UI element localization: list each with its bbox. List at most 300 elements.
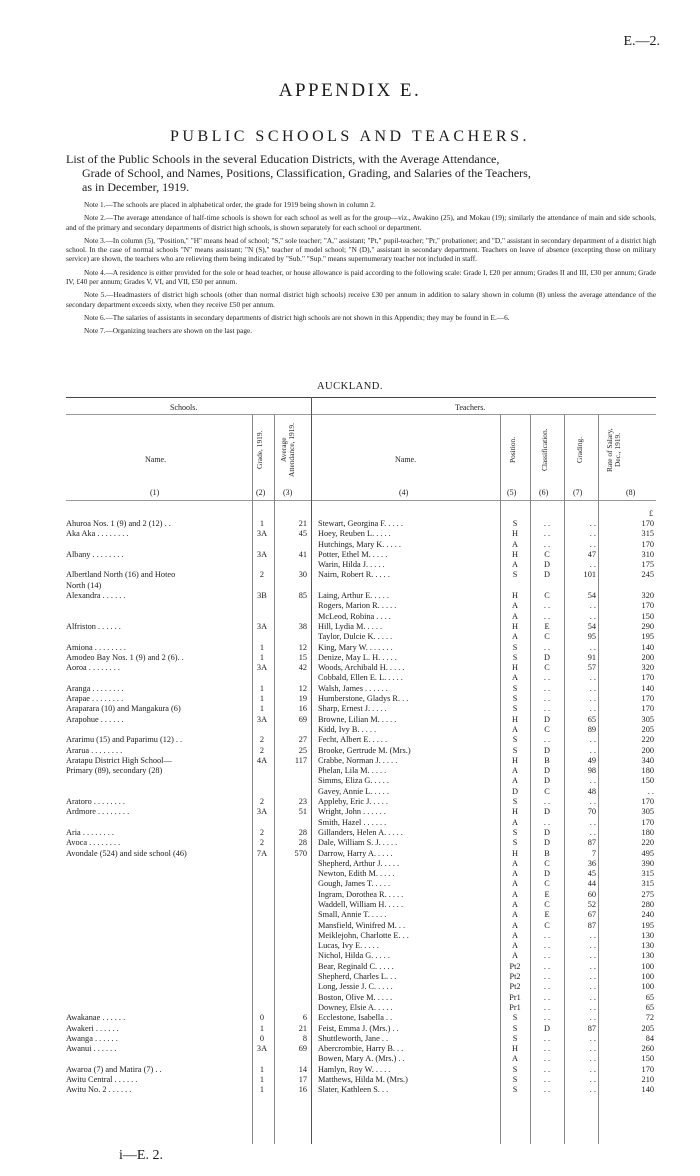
table-row xyxy=(0,766,700,776)
grading-cell: . . xyxy=(589,961,596,971)
salary-cell: 130 xyxy=(641,930,654,940)
school-name-cell: Avoca . . . . . . . . xyxy=(66,838,121,848)
grade-cell: 0 xyxy=(259,1013,265,1023)
teacher-name-cell: Wright, John . . . . . . xyxy=(318,807,386,817)
appendix-title: APPENDIX E. xyxy=(278,80,422,101)
teacher-name-cell: Long, Jessie J. C. . . . . xyxy=(318,982,393,992)
grading-cell: . . xyxy=(589,745,596,755)
grade-cell: 4A xyxy=(256,755,268,765)
position-cell: Pt2 xyxy=(509,961,521,971)
table-row xyxy=(0,931,700,941)
salary-cell: 100 xyxy=(641,961,654,971)
teacher-name-cell: Kidd, Ivy B. . . . . xyxy=(318,724,377,734)
table-row xyxy=(0,612,700,622)
table-row xyxy=(0,941,700,951)
salary-cell: 170 xyxy=(641,704,654,714)
table-row xyxy=(0,560,700,570)
salary-cell: 200 xyxy=(641,652,654,662)
table-row xyxy=(0,1024,700,1034)
table-row xyxy=(0,797,700,807)
grading-cell: 47 xyxy=(587,549,596,559)
position-cell: S xyxy=(512,745,518,755)
grade-cell: 3A xyxy=(256,549,268,559)
salary-cell: 150 xyxy=(641,611,654,621)
classification-cell: . . xyxy=(543,529,551,539)
grading-cell: 48 xyxy=(587,786,596,796)
table-row xyxy=(0,828,700,838)
grade-cell: 2 xyxy=(259,735,265,745)
school-name-cell: Ararua . . . . . . . . xyxy=(66,745,123,755)
salary-cell: . . xyxy=(647,786,654,796)
teacher-name-cell: Brooke, Gertrude M. (Mrs.) xyxy=(318,745,411,755)
classification-cell: C xyxy=(544,920,550,930)
grade-cell: 1 xyxy=(259,1075,265,1085)
classification-cell: . . xyxy=(543,642,551,652)
position-cell: H xyxy=(512,1044,518,1054)
attendance-cell: 28 xyxy=(298,838,307,848)
teacher-name-cell: Ingram, Dorothea R. . . . . xyxy=(318,889,404,899)
classification-cell: E xyxy=(544,621,550,631)
attendance-cell: 85 xyxy=(298,591,307,601)
grade-cell: 3A xyxy=(256,529,268,539)
position-cell: H xyxy=(512,529,518,539)
grade-cell: 3A xyxy=(256,807,268,817)
position-cell: H xyxy=(512,591,518,601)
grading-cell: 49 xyxy=(587,755,596,765)
attendance-cell: 14 xyxy=(298,1064,307,1074)
classification-cell: . . xyxy=(543,951,551,961)
school-name-cell: Alfriston . . . . . . xyxy=(66,621,121,631)
grading-cell: 45 xyxy=(587,869,596,879)
grading-cell: 36 xyxy=(587,858,596,868)
attendance-cell: 6 xyxy=(302,1013,307,1023)
salary-cell: 84 xyxy=(645,1033,654,1043)
salary-cell: 310 xyxy=(641,549,654,559)
grade-cell: 2 xyxy=(259,797,265,807)
classification-cell: . . xyxy=(543,611,551,621)
position-cell: S xyxy=(512,683,518,693)
teacher-name-cell: Shepherd, Arthur J. . . . . xyxy=(318,858,400,868)
grading-cell: 67 xyxy=(587,910,596,920)
attendance-cell: 25 xyxy=(298,745,307,755)
column-number: (3) xyxy=(283,488,293,497)
attendance-cell: 12 xyxy=(298,642,307,652)
classification-cell: C xyxy=(544,858,550,868)
position-header: Position. xyxy=(508,436,517,464)
teacher-name-cell: Sharp, Ernest J. . . . . xyxy=(318,704,387,714)
salary-cell: 340 xyxy=(641,755,654,765)
teacher-name-cell: Downey, Elsie A. . . . . xyxy=(318,1002,393,1012)
teacher-name-cell: Waddell, William H. . . . . xyxy=(318,899,404,909)
note-4: Note 4.—A residence is either provided for the sole or head teacher, or house allowance is paid according to the following scale: Grade I, £20 per annum; Grades II and III, £30 per annum; Grade IV, £40 per annum; Grades V, VI, and VII, £50 per annum. xyxy=(66,267,656,287)
position-cell: S xyxy=(512,1013,518,1023)
grading-cell: 54 xyxy=(587,591,596,601)
grading-cell: 44 xyxy=(587,879,596,889)
position-cell: A xyxy=(512,941,518,951)
salary-cell: 170 xyxy=(641,817,654,827)
table-row xyxy=(0,993,700,1003)
salary-cell: 65 xyxy=(645,992,654,1002)
table-row xyxy=(0,776,700,786)
classification-cell: E xyxy=(544,910,550,920)
position-cell: S xyxy=(512,519,518,528)
column-number: (5) xyxy=(507,488,517,497)
position-cell: A xyxy=(512,930,518,940)
intro-line-3: as in December, 1919. xyxy=(82,180,190,194)
salary-cell: 260 xyxy=(641,1044,654,1054)
grading-cell: . . xyxy=(589,951,596,961)
grading-cell: . . xyxy=(589,683,596,693)
position-cell: A xyxy=(512,910,518,920)
classification-cell: C xyxy=(544,632,550,642)
classification-cell: D xyxy=(544,807,550,817)
position-cell: Pt2 xyxy=(509,972,521,982)
school-name-cell: Awanui . . . . . . xyxy=(66,1044,117,1054)
grading-cell: . . xyxy=(589,560,596,570)
classification-cell: D xyxy=(544,745,550,755)
salary-cell: 170 xyxy=(641,519,654,528)
classification-cell: D xyxy=(544,869,550,879)
grading-cell: 87 xyxy=(587,920,596,930)
table-row xyxy=(0,921,700,931)
attendance-cell: 117 xyxy=(294,755,307,765)
note-7: Note 7.—Organizing teachers are shown on the last page. xyxy=(84,326,253,336)
table-row xyxy=(0,550,700,560)
teacher-name-cell: Taylor, Dulcie K. . . . . xyxy=(318,632,393,642)
salary-cell: 390 xyxy=(641,858,654,868)
grading-cell: . . xyxy=(589,972,596,982)
grade-cell: 1 xyxy=(259,704,265,714)
position-cell: A xyxy=(512,817,518,827)
note-2: Note 2.—The average attendance of half-time schools is shown for each school as well as for the group—viz., Awakino (25), and Mokau (19); similarly the attendance of main and side schools, and of the primary and secondary departments of district high schools, is shown separately for each school or department. xyxy=(66,213,656,232)
grading-cell: . . xyxy=(589,1002,596,1012)
position-cell: A xyxy=(512,766,518,776)
classification-cell: . . xyxy=(543,694,551,704)
salary-cell: 205 xyxy=(641,1023,654,1033)
position-cell: Pr1 xyxy=(509,992,521,1002)
grading-cell: . . xyxy=(589,817,596,827)
salary-cell: 205 xyxy=(641,724,654,734)
salary-cell: 315 xyxy=(641,879,654,889)
salary-cell: 305 xyxy=(641,807,654,817)
grade-header: Grade, 1919. xyxy=(255,430,264,470)
teacher-name-cell: Lucas, Ivy E. . . . . xyxy=(318,941,379,951)
position-cell: A xyxy=(512,889,518,899)
school-name-cell: Aria . . . . . . . . xyxy=(66,827,114,837)
table-row xyxy=(0,1054,700,1064)
position-cell: S xyxy=(512,1023,518,1033)
classification-cell: D xyxy=(544,838,550,848)
position-cell: S xyxy=(512,797,518,807)
teacher-name-cell: Hutchings, Mary K. . . . . xyxy=(318,539,401,549)
school-name-cell: Awakeri . . . . . . xyxy=(66,1023,119,1033)
teacher-name-cell: Abercrombie, Harry B. . . xyxy=(318,1044,404,1054)
position-cell: S xyxy=(512,1075,518,1085)
grading-cell: . . xyxy=(589,539,596,549)
school-name-cell: Aranga . . . . . . . . xyxy=(66,683,124,693)
intro-paragraph xyxy=(66,152,656,194)
classification-header: Classification. xyxy=(540,428,549,472)
attendance-cell: 42 xyxy=(298,663,307,673)
grading-cell: 91 xyxy=(587,652,596,662)
classification-cell: . . xyxy=(543,982,551,992)
table-row xyxy=(0,1085,700,1095)
attendance-cell: 28 xyxy=(298,827,307,837)
grading-cell: 101 xyxy=(583,570,596,580)
teacher-name-cell: Woods, Archibald H. . . . . xyxy=(318,663,405,673)
average-attendance-header: Average Attendance, 1919. xyxy=(279,423,296,477)
column-number: (8) xyxy=(626,488,636,497)
school-name-cell: Ahuroa Nos. 1 (9) and 2 (12) . . xyxy=(66,519,171,528)
salary-cell: 170 xyxy=(641,694,654,704)
teacher-name-cell: Browne, Lilian M. . . . . xyxy=(318,714,397,724)
position-cell: S xyxy=(512,704,518,714)
attendance-cell: 23 xyxy=(298,797,307,807)
attendance-cell: 38 xyxy=(298,621,307,631)
position-cell: A xyxy=(512,776,518,786)
salary-cell: 180 xyxy=(641,827,654,837)
grade-cell: 1 xyxy=(259,694,265,704)
table-row xyxy=(0,1065,700,1075)
table-row xyxy=(0,1044,700,1054)
table-row xyxy=(0,704,700,714)
teacher-name-cell: Matthews, Hilda M. (Mrs.) xyxy=(318,1075,408,1085)
school-name-cell: Awitu No. 2 . . . . . . xyxy=(66,1085,132,1095)
teacher-name-cell: Nichol, Hilda G. . . . . xyxy=(318,951,390,961)
grading-cell: . . xyxy=(589,941,596,951)
position-cell: A xyxy=(512,869,518,879)
grading-cell: . . xyxy=(589,704,596,714)
school-name-cell: Awanga . . . . . . xyxy=(66,1033,118,1043)
teacher-name-cell: Bowen, Mary A. (Mrs.) . . xyxy=(318,1054,405,1064)
table-row xyxy=(0,849,700,859)
salary-cell: 170 xyxy=(641,539,654,549)
grading-cell: . . xyxy=(589,776,596,786)
position-cell: H xyxy=(512,848,518,858)
rate-of-salary-header: Rate of Salary, Dec., 1919. xyxy=(605,428,622,472)
salary-cell: 170 xyxy=(641,601,654,611)
teacher-name-cell: Hoey, Reuben L. . . . . xyxy=(318,529,391,539)
salary-cell: 200 xyxy=(641,745,654,755)
position-cell: S xyxy=(512,838,518,848)
classification-cell: . . xyxy=(543,972,551,982)
table-row xyxy=(0,653,700,663)
teacher-name-cell: Rogers, Marion R. . . . . xyxy=(318,601,397,611)
teacher-name-cell: Appleby, Eric J. . . . . xyxy=(318,797,388,807)
table-row xyxy=(0,725,700,735)
table-row xyxy=(0,756,700,766)
table-row xyxy=(0,622,700,632)
grading-cell: 95 xyxy=(587,632,596,642)
attendance-cell: 27 xyxy=(298,735,307,745)
attendance-cell: 69 xyxy=(298,714,307,724)
classification-cell: B xyxy=(544,755,550,765)
teacher-name-cell: Mansfield, Winifred M. . . xyxy=(318,920,406,930)
classification-cell: . . xyxy=(543,1064,551,1074)
table-row xyxy=(0,746,700,756)
salary-cell: 305 xyxy=(641,714,654,724)
salary-cell: 100 xyxy=(641,982,654,992)
position-cell: Pt2 xyxy=(509,982,521,992)
position-cell: A xyxy=(512,1054,518,1064)
salary-cell: 150 xyxy=(641,1054,654,1064)
table-row xyxy=(0,570,700,580)
teacher-name-cell: Newton, Edith M. . . . . xyxy=(318,869,395,879)
intro-line-2: Grade of School, and Names, Positions, Classification, Grading, and Salaries of the Teachers, xyxy=(82,166,531,180)
grading-cell: . . xyxy=(589,797,596,807)
grading-cell: . . xyxy=(589,827,596,837)
teacher-name-cell: Crabbe, Norman J. . . . . xyxy=(318,755,398,765)
teachers-table-body xyxy=(0,519,700,1096)
table-row xyxy=(0,581,700,591)
school-name-cell: Primary (89), secondary (28) xyxy=(66,766,163,776)
position-cell: S xyxy=(512,1033,518,1043)
position-cell: S xyxy=(512,1064,518,1074)
classification-cell: . . xyxy=(543,519,551,528)
classification-cell: C xyxy=(544,724,550,734)
classification-cell: . . xyxy=(543,797,551,807)
grade-cell: 2 xyxy=(259,570,265,580)
attendance-cell: 69 xyxy=(298,1044,307,1054)
notes-block xyxy=(66,200,656,340)
attendance-cell: 30 xyxy=(298,570,307,580)
school-name-cell: Ardmore . . . . . . . . xyxy=(66,807,130,817)
grade-cell: 1 xyxy=(259,1064,265,1074)
teacher-name-cell: Boston, Olive M. . . . . xyxy=(318,992,393,1002)
teacher-name-cell: Ecclestone, Isabella . . xyxy=(318,1013,393,1023)
position-cell: A xyxy=(512,611,518,621)
grade-cell: 0 xyxy=(259,1033,265,1043)
table-row xyxy=(0,910,700,920)
grade-cell: 3A xyxy=(256,1044,268,1054)
salary-cell: 175 xyxy=(641,560,654,570)
table-row xyxy=(0,962,700,972)
classification-cell: D xyxy=(544,560,550,570)
school-name-cell: Arapae . . . . . . . . xyxy=(66,694,124,704)
salary-cell: 130 xyxy=(641,941,654,951)
grading-cell: . . xyxy=(589,1075,596,1085)
classification-cell: D xyxy=(544,714,550,724)
grade-cell: 7A xyxy=(256,848,268,858)
grading-cell: . . xyxy=(589,519,596,528)
grading-cell: . . xyxy=(589,930,596,940)
attendance-cell: 51 xyxy=(298,807,307,817)
grading-cell: . . xyxy=(589,1085,596,1095)
school-name-cell: Albertland North (16) and Hoteo xyxy=(66,570,176,580)
column-number: (1) xyxy=(150,488,160,497)
school-name-cell: Avondale (524) and side school (46) xyxy=(66,848,187,858)
teacher-name-cell: McLeod, Robina . . . . xyxy=(318,611,391,621)
grading-cell: . . xyxy=(589,1013,596,1023)
classification-cell: D xyxy=(544,766,550,776)
school-name-cell: Aka Aka . . . . . . . . xyxy=(66,529,129,539)
teacher-name-header: Name. xyxy=(395,455,417,464)
intro-line-1: List of the Public Schools in the several Education Districts, with the Average Attendance, xyxy=(66,152,500,166)
position-cell: A xyxy=(512,858,518,868)
classification-cell: . . xyxy=(543,673,551,683)
position-cell: H xyxy=(512,663,518,673)
position-cell: A xyxy=(512,724,518,734)
position-cell: A xyxy=(512,539,518,549)
table-row xyxy=(0,1034,700,1044)
grade-cell: 2 xyxy=(259,827,265,837)
salary-cell: 245 xyxy=(641,570,654,580)
school-name-cell: Awakanae . . . . . . xyxy=(66,1013,126,1023)
salary-cell: 170 xyxy=(641,1064,654,1074)
attendance-cell: 15 xyxy=(298,652,307,662)
classification-cell: . . xyxy=(543,1002,551,1012)
position-cell: S xyxy=(512,1085,518,1095)
table-row xyxy=(0,1003,700,1013)
grading-cell: 60 xyxy=(587,889,596,899)
table-row xyxy=(0,663,700,673)
grading-cell: 70 xyxy=(587,807,596,817)
classification-cell: . . xyxy=(543,941,551,951)
table-row xyxy=(0,694,700,704)
school-name-cell: Aratapu District High School— xyxy=(66,755,172,765)
grade-cell: 1 xyxy=(259,519,265,528)
table-row xyxy=(0,591,700,601)
column-number: (7) xyxy=(573,488,583,497)
teacher-name-cell: Slater, Kathleen S. . . xyxy=(318,1085,389,1095)
classification-cell: . . xyxy=(543,1054,551,1064)
classification-cell: . . xyxy=(543,1075,551,1085)
column-number: (4) xyxy=(399,488,409,497)
grading-cell: . . xyxy=(589,735,596,745)
classification-cell: C xyxy=(544,899,550,909)
position-cell: A xyxy=(512,951,518,961)
salary-cell: 220 xyxy=(641,838,654,848)
teacher-name-cell: Feist, Emma J. (Mrs.) . . xyxy=(318,1023,399,1033)
grade-cell: 3A xyxy=(256,714,268,724)
teacher-name-cell: Gillanders, Helen A. . . . . xyxy=(318,827,403,837)
classification-cell: . . xyxy=(543,1013,551,1023)
table-row xyxy=(0,519,700,529)
classification-cell: E xyxy=(544,889,550,899)
attendance-cell: 17 xyxy=(298,1075,307,1085)
grade-cell: 1 xyxy=(259,683,265,693)
teacher-name-cell: Gough, James T. . . . . xyxy=(318,879,391,889)
teacher-name-cell: Cobbald, Ellen E. L. . . . . xyxy=(318,673,403,683)
teacher-name-cell: Shepherd, Charles L. . . xyxy=(318,972,397,982)
classification-cell: C xyxy=(544,549,550,559)
position-cell: H xyxy=(512,549,518,559)
grading-cell: 52 xyxy=(587,899,596,909)
teacher-name-cell: Nairn, Robert R. . . . . xyxy=(318,570,390,580)
school-name-cell: Araparara (10) and Mangakura (6) xyxy=(66,704,181,714)
table-row xyxy=(0,807,700,817)
salary-cell: 72 xyxy=(645,1013,654,1023)
table-row xyxy=(0,982,700,992)
classification-cell: C xyxy=(544,591,550,601)
table-subheader-rule xyxy=(66,414,656,415)
grade-cell: 2 xyxy=(259,745,265,755)
school-name-cell: Albany . . . . . . . . xyxy=(66,549,124,559)
teacher-name-cell: Phelan, Lila M. . . . . xyxy=(318,766,387,776)
attendance-cell: 41 xyxy=(298,549,307,559)
salary-cell: 130 xyxy=(641,951,654,961)
attendance-cell: 12 xyxy=(298,683,307,693)
attendance-cell: 19 xyxy=(298,694,307,704)
salary-cell: 180 xyxy=(641,766,654,776)
school-name-header: Name. xyxy=(145,455,167,464)
note-6: Note 6.—The salaries of assistants in secondary departments of district high schools are not shown in this Appendix; they may be found in E.—6. xyxy=(84,312,510,322)
table-row xyxy=(0,673,700,683)
classification-cell: D xyxy=(544,1023,550,1033)
classification-cell: . . xyxy=(543,992,551,1002)
table-row xyxy=(0,787,700,797)
table-row xyxy=(0,529,700,539)
